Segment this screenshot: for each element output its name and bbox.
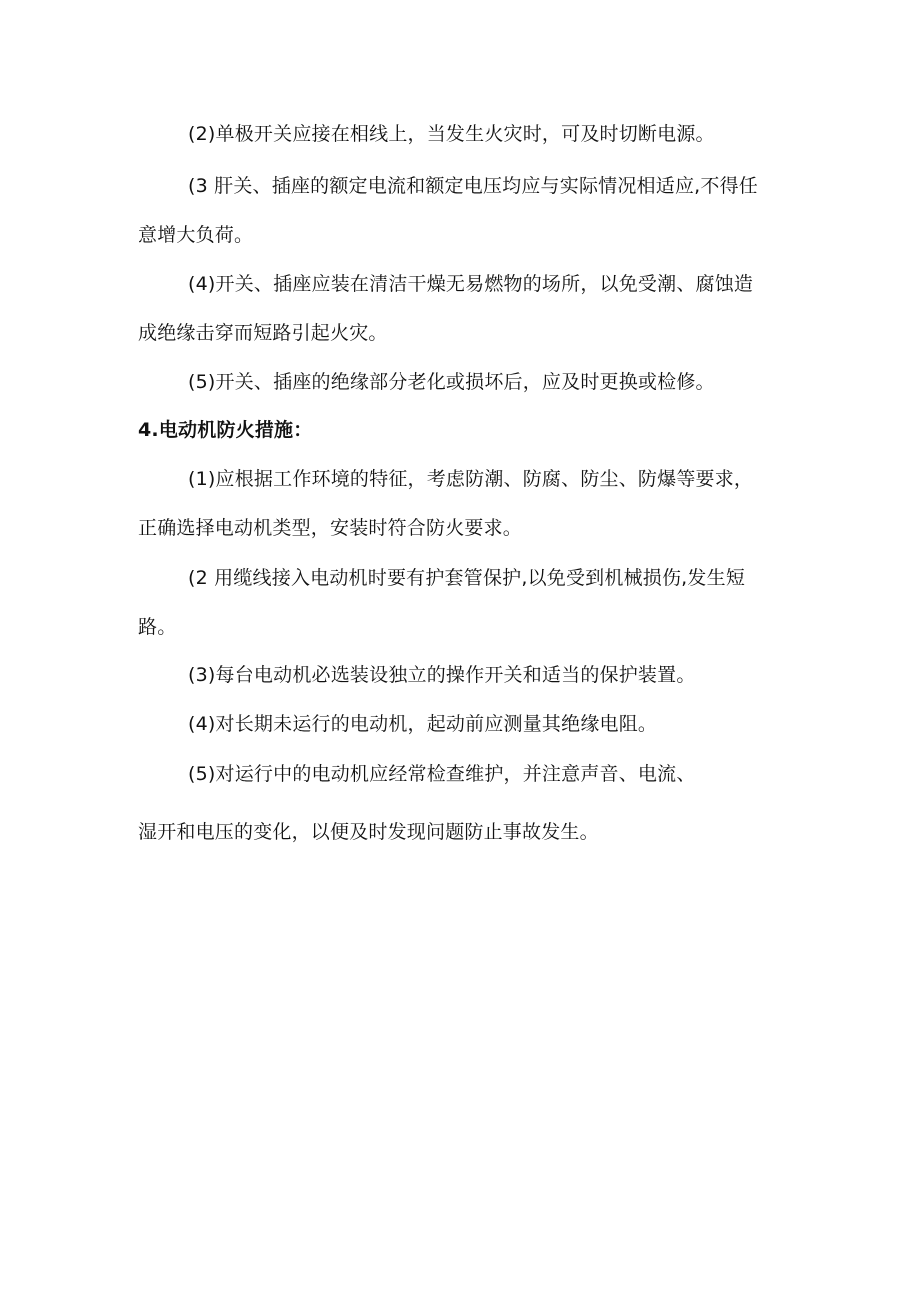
paragraph-line: 正确选择电动机类型，安装时符合防火要求。 bbox=[138, 517, 523, 539]
paragraph-line: 湿开和电压的变化，以便及时发现问题防止事故发生。 bbox=[138, 821, 599, 843]
paragraph-line: (3 肝关、插座的额定电流和额定电压均应与实际情况相适应,不得任 bbox=[188, 175, 758, 197]
paragraph-line: 意增大负荷。 bbox=[138, 224, 254, 246]
paragraph-line: (3)每台电动机必选装设独立的操作开关和适当的保护装置。 bbox=[188, 664, 696, 686]
paragraph-line: (4)对长期未运行的电动机，起动前应测量其绝缘电阻。 bbox=[188, 713, 658, 735]
paragraph-line: (2)单极开关应接在相线上，当发生火灾时，可及时切断电源。 bbox=[188, 123, 715, 145]
paragraph-line: (1)应根据工作环境的特征，考虑防潮、防腐、防尘、防爆等要求， bbox=[188, 468, 754, 490]
paragraph-line: (5)开关、插座的绝缘部分老化或损坏后，应及时更换或检修。 bbox=[188, 371, 715, 393]
paragraph-line: 路。 bbox=[138, 616, 177, 638]
paragraph-line: 成绝缘击穿而短路引起火灾。 bbox=[138, 322, 388, 344]
paragraph-line: (5)对运行中的电动机应经常检查维护，并注意声音、电流、 bbox=[188, 763, 696, 785]
section-heading: 4.电动机防火措施： bbox=[138, 419, 313, 441]
paragraph-line: (2 用缆线接入电动机时要有护套管保护,以免受到机械损伤,发生短 bbox=[188, 567, 746, 589]
paragraph-line: (4)开关、插座应装在清洁干燥无易燃物的场所，以免受潮、腐蚀造 bbox=[188, 273, 754, 295]
